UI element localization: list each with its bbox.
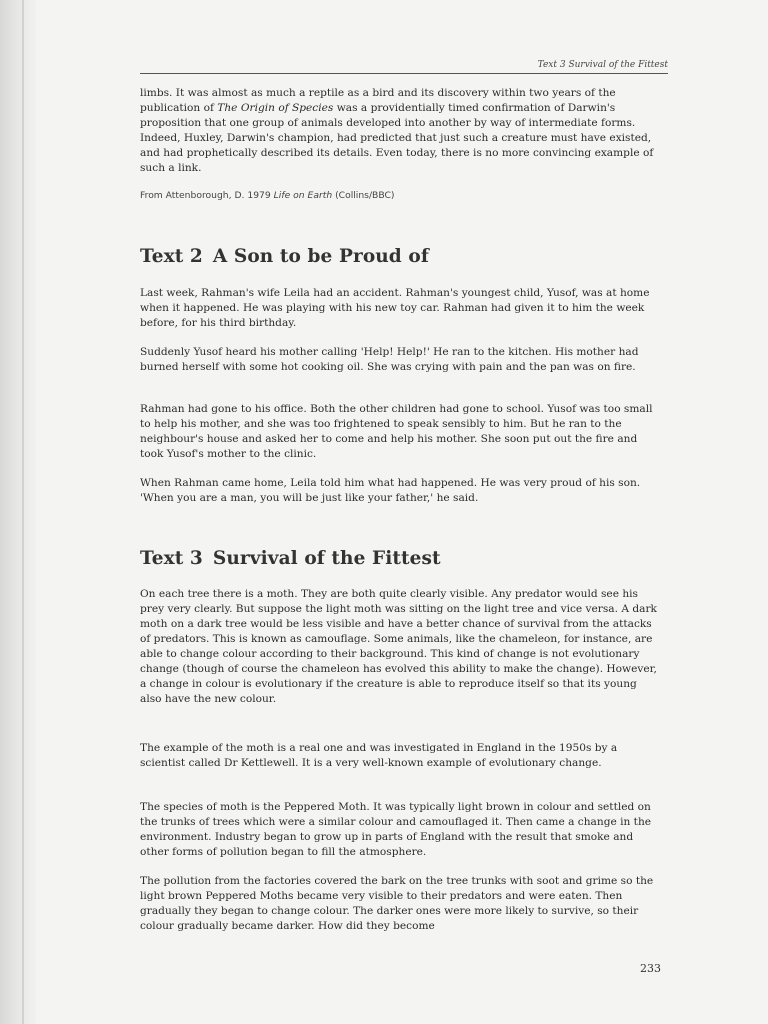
text3-heading-title: Survival of the Fittest [212,548,441,569]
page-number: 233 [640,962,661,975]
book-gutter-edge [22,0,24,1024]
text1-source-citation [140,190,395,201]
text2-paragraph-2: Suddenly Yusof heard his mother calling 'Help! Help!' He ran to the kitchen. His mother had burned herself with some hot cooking oil. She was crying with pain and the pan was on fire. [140,346,639,373]
source-prefix: From Attenborough, D. 1979 [140,190,274,201]
text2-heading-title: A Son to be Proud of [212,246,429,267]
text2-paragraph-1: Last week, Rahman's wife Leila had an accident. Rahman's youngest child, Yusof, was at home when it happened. He was playing with his new toy car. Rahman had given it to him the week before, for his third birthday. [140,287,650,329]
book-page [140,0,670,1024]
text1-book-title: The Origin of Species [217,102,334,114]
source-suffix: (Collins/BBC) [332,190,395,201]
running-header: Text 3 Survival of the Fittest [140,60,668,74]
text2-heading [140,246,429,267]
text2-paragraph-3: Rahman had gone to his office. Both the other children had gone to school. Yusof was too small to help his mother, and she was too frightened to speak sensibly to him. But he ran to the neighbour's house and asked her to come and help his mother. She soon put out the fire and took Yusof's mother to the clinic. [140,403,653,460]
text2-paragraph-4: When Rahman came home, Leila told him what had happened. He was very proud of his son. 'When you are a man, you will be just like your father,' he said. [140,477,641,504]
text2-heading-number: Text 2 [140,246,203,267]
text3-heading [140,548,441,569]
text1-continuation-paragraph [140,86,658,176]
text1-continuation-before-title: limbs. It was almost as much a reptile as a bird and its discovery within two years of the publication of [140,87,616,114]
text3-paragraph-4: The pollution from the factories covered the bark on the tree trunks with soot and grime so the light brown Peppered Moths became very visible to their predators and were eaten. Then gradually they began to change colour. The darker ones were more likely to survive, so their colour gradually became darker. How did they become [140,875,654,932]
text3-paragraph-1: On each tree there is a moth. They are both quite clearly visible. Any predator would see his prey very clearly. But suppose the light moth was sitting on the light tree and vice versa. A dark moth on a dark tree would be less visible and have a better chance of survival from the attacks of predators. This is known as camouflage. Some animals, like the chameleon, for instance, are able to change colour according to their background. This kind of change is not evolutionary change (though of course the chameleon has evolved this ability to make the change). However, a change in colour is evolutionary if the creature is able to reproduce itself so that its young also have the new colour. [140,588,657,705]
text3-heading-number: Text 3 [140,548,203,569]
text3-paragraph-2: The example of the moth is a real one and was investigated in England in the 1950s by a scientist called Dr Kettlewell. It is a very well-known example of evolutionary change. [140,742,618,769]
text1-continuation-after-title: was a providentially timed confirmation of Darwin's proposition that one group of animals developed into another by way of intermediate forms. Indeed, Huxley, Darwin's champion, had predicted that just such a creature must have existed, and had prophetically described its details. Even today, there is no more convincing example of such a link. [140,102,654,174]
text3-paragraph-3: The species of moth is the Peppered Moth. It was typically light brown in colour and settled on the trunks of trees which were a similar colour and camouflaged it. Then came a change in the environment. Industry began to grow up in parts of England with the result that smoke and other forms of pollution began to fill the atmosphere. [140,801,652,858]
source-title: Life on Earth [273,190,333,201]
book-gutter-shadow [0,0,36,1024]
